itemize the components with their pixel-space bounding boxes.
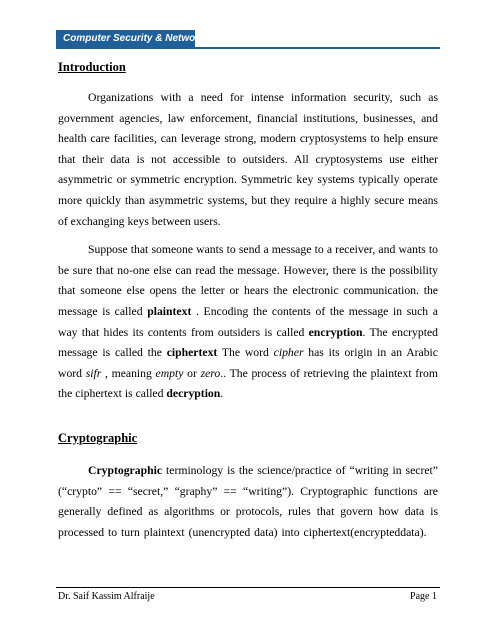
cryptographic-heading: Cryptographic (58, 430, 138, 445)
cryptographic-paragraph (58, 461, 438, 543)
text-run: has its origin in an Arabic word (58, 346, 438, 380)
introduction-paragraph-1: Organizations with a need for intense information security, such as government agencies, law enforcement, financial institutions, businesses, and health care facilities, can leverage strong, modern cryptosystems to help ensure that their data is not accessible to outsiders. All cryptosystems use either asymmetric or symmetric encryption. Symmetric key systems typically operate more quickly than asymmetric systems, but they require a highly secure means of exchanging keys between users. (58, 91, 438, 228)
text-run: . (220, 387, 224, 401)
header-rule (56, 47, 440, 49)
text-run: , meaning (101, 366, 156, 380)
text-run: .. The process of retrieving the plaintext from the ciphertext is called (58, 366, 438, 401)
text-run: or (183, 366, 201, 380)
introduction-heading: Introduction (58, 60, 126, 74)
header-title: Computer Security & Network (63, 33, 205, 44)
text-run: terminology is the science/practice of “writing in secret” (“crypto” == “secret,” “graphy” == “writing”). Cryptographic functions are generally defined as algorithms or protocols, rules that govern how data is processed to turn plaintext (unencrypted data) into ciphertext(encrypteddata). (58, 463, 438, 539)
text-run: Suppose that someone wants to send a message to a receiver, and wants to be sure that no-one else can read the message. However, there is the possibility that someone else opens the letter or hears the electronic communication. the message is called (58, 243, 438, 318)
page-content (58, 58, 438, 543)
footer-author: Dr. Saif Kassim Alfraije (58, 591, 155, 602)
footer-page-number: Page 1 (410, 591, 437, 602)
term-sifr: sifr (85, 366, 102, 380)
term-zero: zero (200, 366, 221, 380)
term-encryption: encryption (308, 325, 363, 339)
term-decryption: decryption (166, 387, 221, 401)
term-cipher: cipher (273, 346, 304, 360)
term-cryptographic: Cryptographic (88, 463, 163, 477)
footer-rule (56, 587, 440, 588)
term-empty: empty (155, 366, 184, 380)
introduction-paragraph-2 (58, 240, 438, 405)
text-run: . Encoding the contents of the message in such a way that hides its contents from outsiders is called (58, 304, 438, 339)
term-plaintext: plaintext (147, 304, 192, 318)
text-run: . The encrypted message is called the (58, 325, 438, 360)
term-ciphertext: ciphertext (166, 346, 218, 360)
text-run: The word (217, 346, 274, 360)
